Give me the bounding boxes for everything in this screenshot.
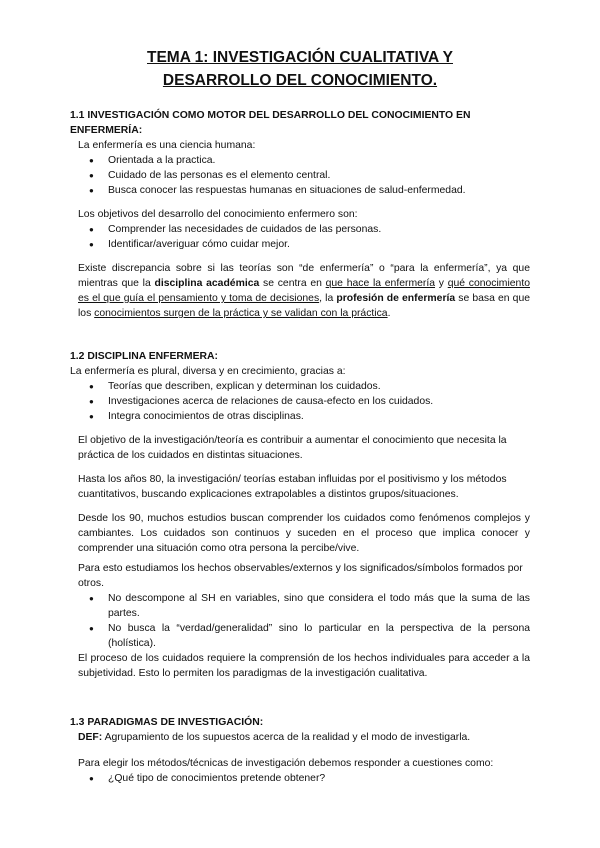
text-run: , la [319, 293, 337, 304]
section-1-list-1 [70, 153, 530, 198]
section-3-definition [70, 730, 530, 745]
list-item: ● Integra conocimientos de otras disciplinas. [70, 409, 530, 424]
bold-term: profesión de enfermería [336, 293, 456, 304]
underlined-phrase: conocimientos surgen de la práctica y se validan con la práctica [94, 308, 388, 319]
section-2-paragraph-1: El objetivo de la investigación/teoría es contribuir a aumentar el conocimiento que necesita la práctica de los cuidados en distintas situaciones. [78, 435, 507, 461]
section-2-paragraph-4: Para esto estudiamos los hechos observables/externos y los significados/símbolos formados por otros. [78, 563, 523, 589]
section-3-list-1 [70, 771, 530, 786]
bold-term: disciplina académica [154, 278, 260, 289]
section-2-list-1 [70, 379, 530, 424]
list-item: ● No busca la “verdad/generalidad” sino lo particular en la perspectiva de la persona (holística). [70, 621, 530, 651]
text-run: Existe discrepancia sobre si las teorías son “de enfermería” o “para la enfermería”, ya que mientras que la [78, 263, 530, 289]
section-2-intro: La enfermería es plural, diversa y en crecimiento, gracias a: [70, 366, 346, 377]
list-item: ● No descompone al SH en variables, sino que considera el todo más que la suma de las partes. [70, 591, 530, 621]
section-2-list-2 [70, 591, 530, 651]
list-item: ● Orientada a la practica. [70, 153, 530, 168]
page-title: TEMA 1: INVESTIGACIÓN CUALITATIVA Y DESARROLLO DEL CONOCIMIENTO. [147, 49, 453, 89]
section-1-objectives-intro: Los objetivos del desarrollo del conocimiento enfermero son: [78, 209, 358, 220]
section-1-intro: La enfermería es una ciencia humana: [78, 140, 256, 151]
section-3-paragraph-1: Para elegir los métodos/técnicas de investigación debemos responder a cuestiones como: [78, 758, 494, 769]
text-run: . [387, 308, 391, 319]
text-run: se basa en que los [78, 293, 531, 319]
underlined-phrase: qué conocimiento es el que guía el pensamiento y toma de decisiones [78, 278, 530, 304]
text-run: y [435, 278, 448, 289]
section-1-list-2 [70, 222, 530, 252]
list-item: ● Identificar/averiguar cómo cuidar mejor. [70, 237, 530, 252]
underlined-phrase: que hace la enfermería [325, 278, 436, 289]
section-2-heading: 1.2 DISCIPLINA ENFERMERA: [70, 351, 218, 362]
list-item: ● Investigaciones acerca de relaciones de causa-efecto en los cuidados. [70, 394, 530, 409]
section-1-paragraph [70, 261, 530, 321]
list-item: ● Cuidado de las personas es el elemento central. [70, 168, 530, 183]
list-item: ● Teorías que describen, explican y determinan los cuidados. [70, 379, 530, 394]
definition-text: Agrupamiento de los supuestos acerca de la realidad y el modo de investigarla. [102, 732, 471, 743]
section-3-heading: 1.3 PARADIGMAS DE INVESTIGACIÓN: [70, 717, 264, 728]
section-2-paragraph-5: El proceso de los cuidados requiere la comprensión de los hechos individuales para acceder a la subjetividad. Esto lo permiten los paradigmas de la investigación cualitativa. [78, 653, 530, 679]
list-item: ● Comprender las necesidades de cuidados de las personas. [70, 222, 530, 237]
section-2-paragraph-3: Desde los 90, muchos estudios buscan comprender los cuidados como fenómenos complejos y cambiantes. Los cuidados son continuos y suceden en el proceso que implica conocer y comprender una situación como otra persona la percibe/vive. [78, 513, 530, 554]
list-item: ● ¿Qué tipo de conocimientos pretende obtener? [70, 771, 530, 786]
definition-label: DEF: [78, 732, 103, 743]
section-1-heading: 1.1 INVESTIGACIÓN COMO MOTOR DEL DESARROLLO DEL CONOCIMIENTO EN ENFERMERÍA: [70, 110, 471, 136]
text-run: se centra en [259, 278, 326, 289]
list-item: ● Busca conocer las respuestas humanas en situaciones de salud-enfermedad. [70, 183, 530, 198]
section-2-paragraph-2: Hasta los años 80, la investigación/ teorías estaban influidas por el positivismo y los métodos cuantitativos, buscando explicaciones extrapolables a distintos grupos/situaciones. [78, 474, 507, 500]
